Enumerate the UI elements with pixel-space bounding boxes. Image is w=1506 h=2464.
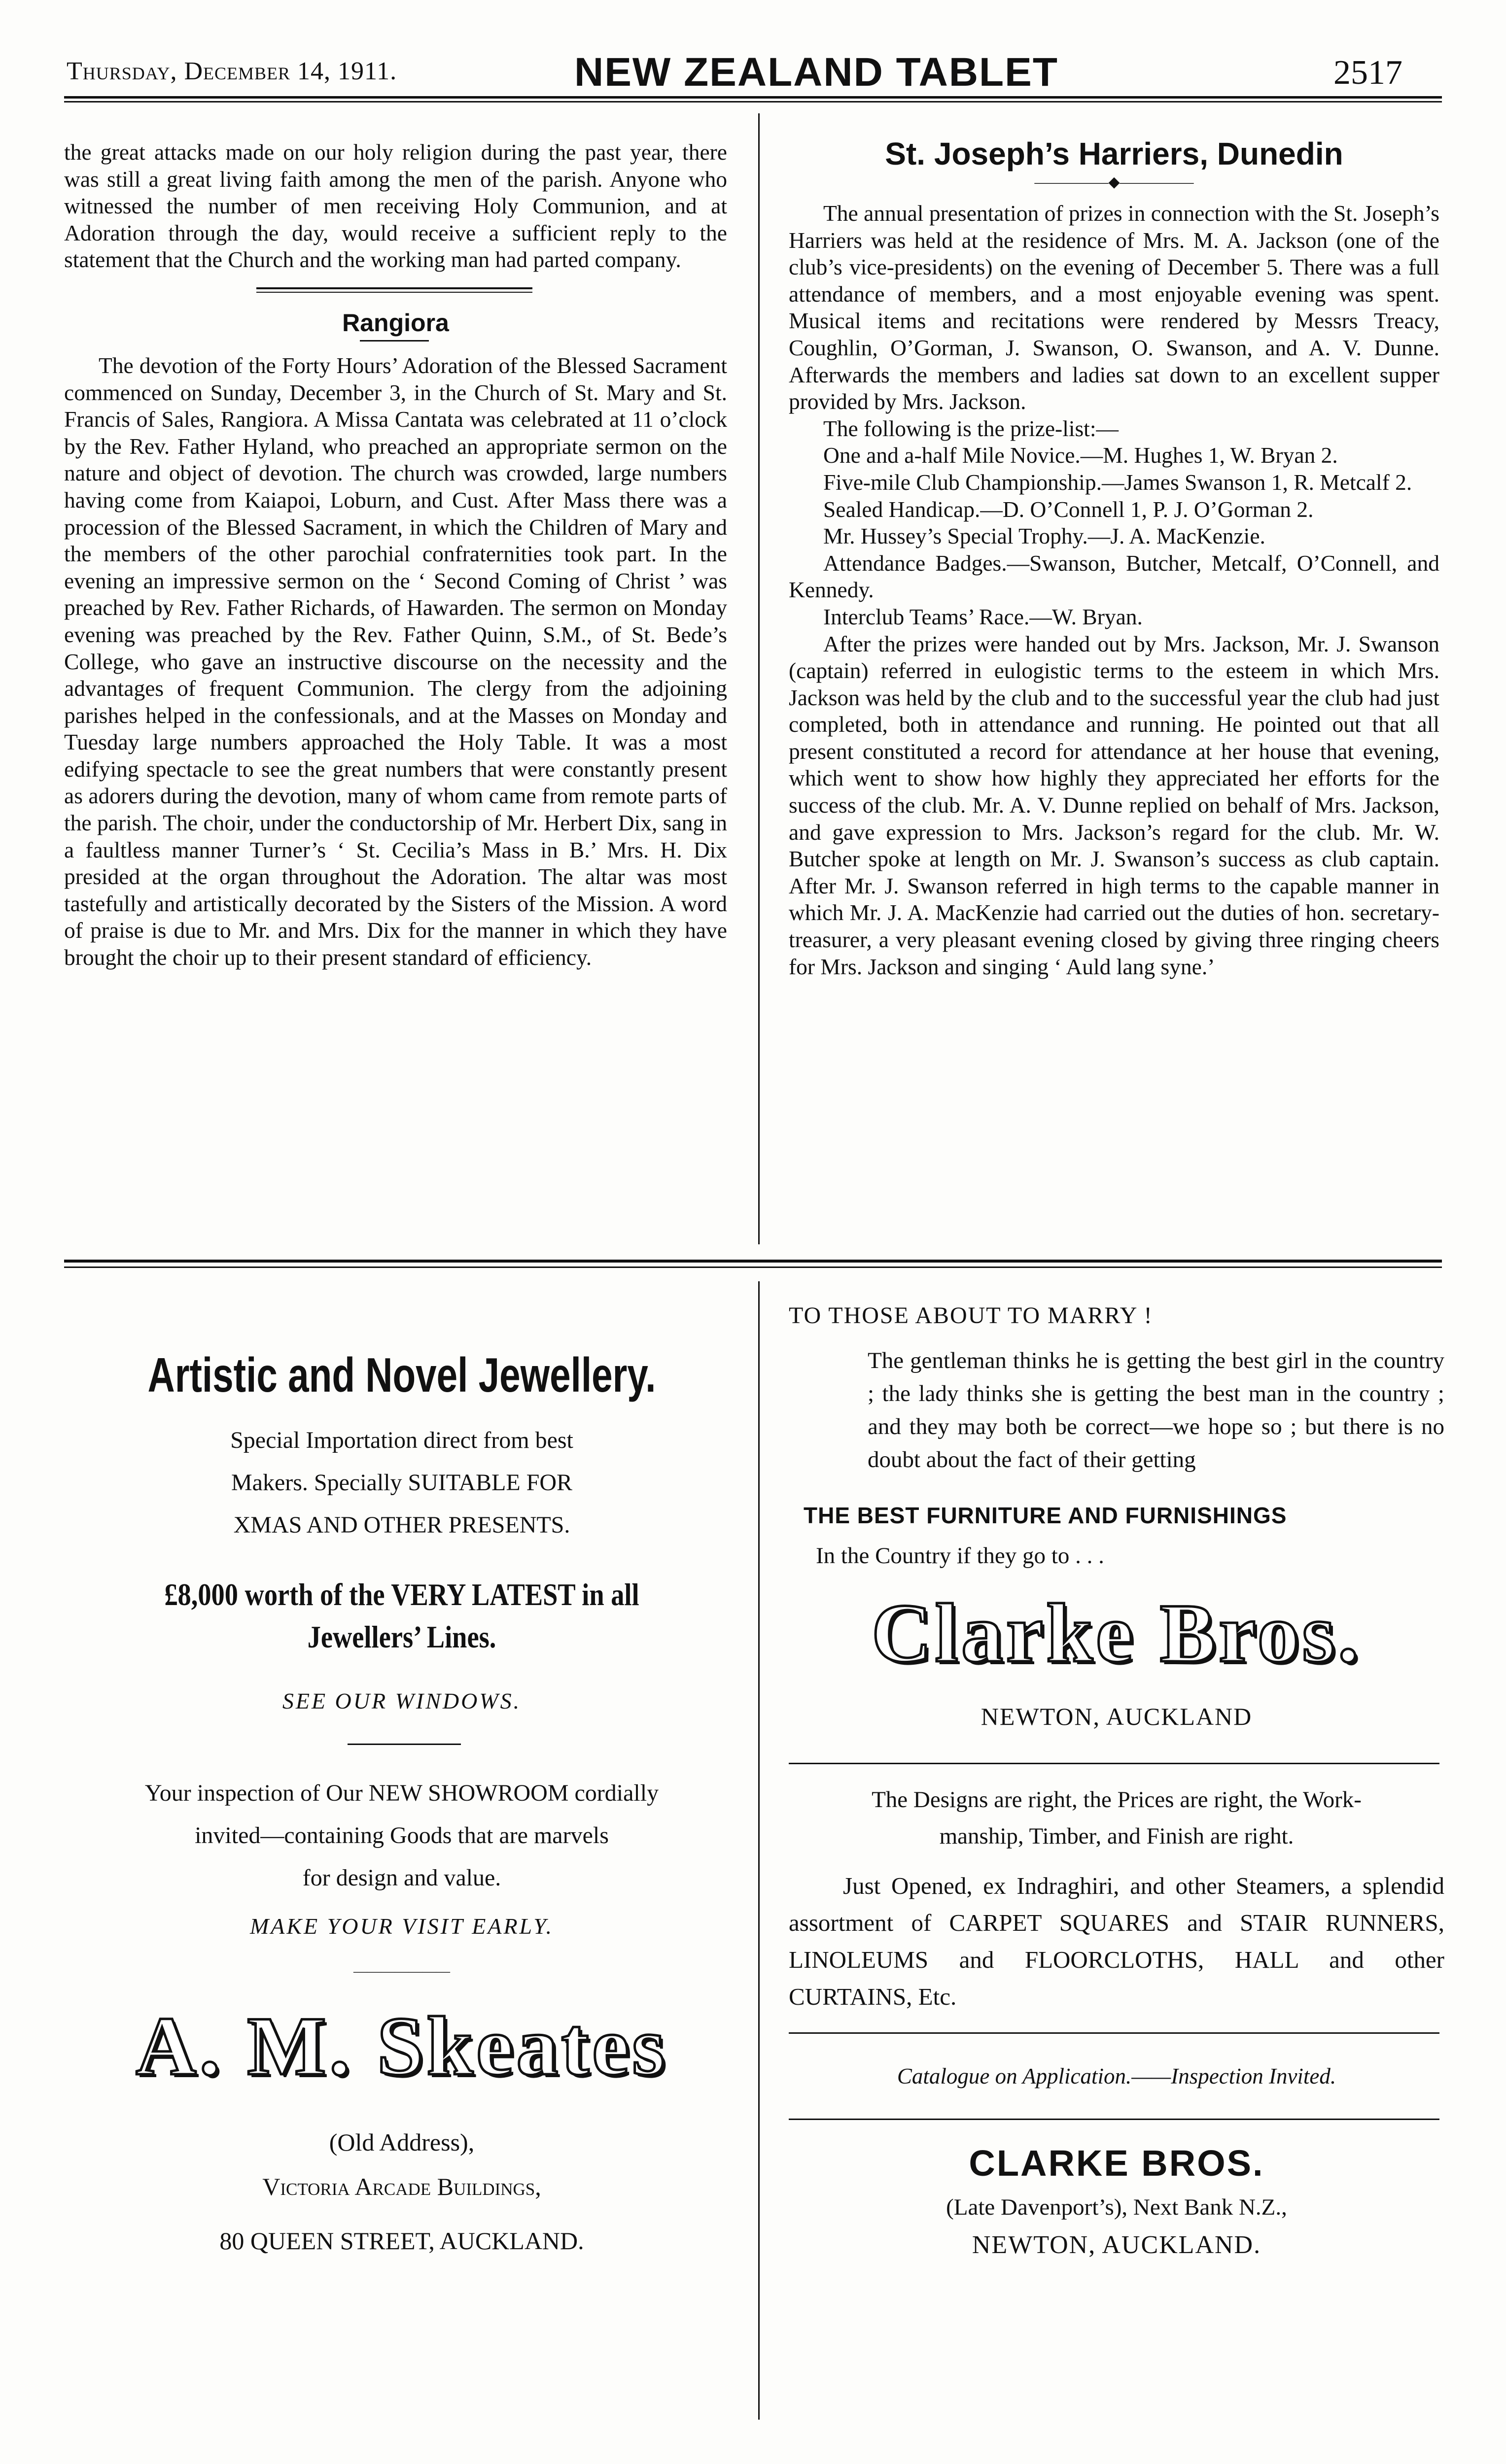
issue-date: Thursday, December 14, 1911.	[67, 57, 397, 85]
harriers-paragraph: The annual presentation of prizes in connection with the St. Joseph’s Harriers was held at the residence of Mrs. M. A. Jackson (one of the club’s vice-presidents) on the evening of December 5. There was a full attendance of members, and a most enjoyable evening was spent. Musical items and recitations were rendered by Messrs Treacy, Coughlin, O’Gorman, J. Swanson, O. Swanson, and A. V. Dunne. Afterwards the members and ladies sat down to an excellent supper provided by Mrs. Jackson.	[789, 201, 1439, 414]
section-rule-thin	[256, 292, 532, 293]
section-divider-thin	[64, 1266, 1442, 1268]
jewellery-headline: Artistic and Novel Jewellery.	[147, 1348, 656, 1402]
ad-divider-rule	[789, 2032, 1439, 2034]
rangiora-body: The devotion of the Forty Hours’ Adoration of the Blessed Sacrament commenced on Sunday, December 3, in the Church of St. Mary and St. Francis of Sales, Rangiora. A Missa Cantata was celebrated at 11 o’clock by the Rev. Father Hyland, who preached an appropriate sermon on the nature and object of devotion. The church was crowded, large numbers having come from Kaiapoi, Loburn, and Cust. After Mass there was a procession of the Blessed Sacrament, in which the Children of Mary and the members of the other parochial confraternities took part. In the evening an impressive sermon on the ‘ Second Coming of Christ ’ was preached by Rev. Father Richards, of Hawarden. The sermon on Monday evening was preached by the Rev. Father Quinn, S.M., of St. Bede’s College, who gave an instructive discourse on the necessity and the advantages of frequent Communion. The clergy from the adjoining parishes helped in the confessionals, and at the Masses on Monday and Tuesday large numbers approached the Holy Table. It was a most edifying spectacle to see the great numbers that were constantly present as adorers during the devotion, many of whom came from remote parts of the parish. The choir, under the conductorship of Mr. Herbert Dix, sang in a faultless manner Turner’s ‘ St. Cecilia’s Mass in B.’ Mrs. H. Dix presided at the organ throughout the Adoration. The altar was most tastefully and artistically decorated by the Sisters of the Mission. A word of praise is due to Mr. and Mrs. Dix for the manner in which they have brought the choir up to their present standard of efficiency.	[64, 352, 727, 970]
prize-list-item: Attendance Badges.—Swanson, Butcher, Metcalf, O’Connell, and Kennedy.	[789, 550, 1439, 603]
prize-list-item: Five-mile Club Championship.—James Swanson 1, R. Metcalf 2.	[823, 469, 1412, 495]
page-number: 2517	[1333, 54, 1402, 92]
arcade-line: Victoria Arcade Buildings,	[262, 2173, 541, 2200]
best-furniture-line: THE BEST FURNITURE AND FURNISHINGS	[804, 1503, 1287, 1528]
harriers-paragraph: After the prizes were handed out by Mrs. Jackson, Mr. J. Swanson (captain) referred in eulogistic terms to the esteem in which Mrs. Jackson was held by the club and to the successful year the club had just completed, both in attendance and running. He pointed out that all present constituted a record for attendance at her house that evening, which went to show how highly they appreciated her efforts for the success of the club. Mr. A. V. Dunne replied on behalf of Mrs. Jackson, and gave expression to Mrs. Jackson’s regard for the club. Mr. W. Butcher spoke at length on Mr. J. Swanson’s success as club captain. After Mr. J. Swanson referred in high terms to the capable manner in which Mr. J. A. MacKenzie had carried out the duties of hon. secretary-treasurer, a very pleasant evening closed by giving three ringing cheers for Mrs. Jackson and singing ‘ Auld lang syne.’	[789, 631, 1439, 979]
harriers-heading: St. Joseph’s Harriers, Dunedin	[885, 136, 1343, 171]
designs-line: The Designs are right, the Prices are right, the Work-	[872, 1787, 1362, 1813]
section-divider	[64, 1260, 1442, 1263]
header-rule	[64, 96, 1442, 99]
old-address-line: (Old Address),	[329, 2128, 475, 2156]
catalogue-line: Catalogue on Application.——Inspection Invited.	[897, 2064, 1336, 2088]
just-opened-paragraph: Just Opened, ex Indraghiri, and other Steamers, a splendid assortment of CARPET SQUARES and STAIR RUNNERS, LINOLEUMS and FLOORCLOTHS, HALL and other CURTAINS, Etc.	[789, 1872, 1444, 2010]
continuation-paragraph: the great attacks made on our holy religion during the past year, there was still a great living faith among the men of the parish. Anyone who witnessed the number of men receiving Holy Communion, and at Adoration through the day, would receive a sufficient reply to the statement that the Church and the working man had parted company.	[64, 139, 727, 273]
publication-title: NEW ZEALAND TABLET	[574, 50, 1058, 95]
header-rule-thin	[64, 101, 1442, 103]
street-line: 80 QUEEN STREET, AUCKLAND.	[219, 2227, 584, 2255]
in-country-line: In the Country if they go to . . .	[816, 1543, 1104, 1569]
jewellery-intro-line: Makers. Specially SUITABLE FOR	[231, 1470, 573, 1496]
marry-intro: The gentleman thinks he is getting the best girl in the country ; the lady thinks she is getting the best man in the country ; and they may both be correct—we hope so ; but there is no doubt about the fact of their getting	[868, 1348, 1444, 1472]
ad-rule	[348, 1744, 461, 1745]
ad-divider-rule	[789, 1763, 1439, 1764]
left-column-article	[64, 139, 727, 971]
clarke-bros-footer-brand: CLARKE BROS.	[969, 2143, 1264, 2184]
prize-list-item: One and a-half Mile Novice.—M. Hughes 1, W. Bryan 2.	[823, 443, 1338, 468]
late-davenport-line: (Late Davenport’s), Next Bank N.Z.,	[946, 2194, 1287, 2220]
section-rule	[256, 287, 532, 289]
prize-list-item: Mr. Hussey’s Special Trophy.—J. A. MacKenzie.	[823, 523, 1265, 549]
column-divider-top	[758, 113, 760, 1244]
jewellery-intro-line: XMAS AND OTHER PRESENTS.	[233, 1512, 570, 1538]
jewellery-worth-line: Jewellers’ Lines.	[307, 1619, 496, 1654]
visit-early-line: MAKE YOUR VISIT EARLY.	[249, 1914, 554, 1939]
inspection-line: for design and value.	[302, 1865, 501, 1891]
furniture-advertisement	[789, 1301, 1444, 2259]
rangiora-heading: Rangiora	[342, 308, 449, 337]
jewellery-worth-line: £8,000 worth of the VERY LATEST in all	[164, 1577, 639, 1612]
designs-line: manship, Timber, and Finish are right.	[939, 1823, 1294, 1849]
heading-underline	[360, 340, 429, 342]
column-divider-bottom	[758, 1281, 760, 2420]
jewellery-intro-line: Special Importation direct from best	[230, 1427, 573, 1453]
clarke-bros-brand: Clarke Bros.	[871, 1587, 1362, 1679]
marry-headline: TO THOSE ABOUT TO MARRY !	[789, 1302, 1153, 1329]
newton-footer-location: NEWTON, AUCKLAND.	[972, 2231, 1261, 2259]
prize-list-item: Interclub Teams’ Race.—W. Bryan.	[823, 604, 1143, 629]
harriers-paragraph: The following is the prize-list:—	[823, 415, 1119, 441]
see-windows-line: SEE OUR WINDOWS.	[282, 1688, 522, 1713]
jewellery-advertisement	[64, 1301, 739, 2263]
dash-ornament-icon: ―――――――	[353, 1964, 450, 1979]
newton-location: NEWTON, AUCKLAND	[981, 1703, 1253, 1730]
diamond-ornament-icon: ―――――◆―――――	[1034, 174, 1194, 190]
ad-divider-rule	[789, 2119, 1439, 2120]
prize-list-item: Sealed Handicap.—D. O’Connell 1, P. J. O’Gorman 2.	[823, 496, 1314, 522]
right-column-article	[789, 134, 1439, 980]
inspection-line: invited—containing Goods that are marvels	[195, 1822, 609, 1848]
inspection-line: Your inspection of Our NEW SHOWROOM cordially	[144, 1780, 659, 1806]
skeates-brand: A. M. Skeates	[136, 2000, 668, 2092]
